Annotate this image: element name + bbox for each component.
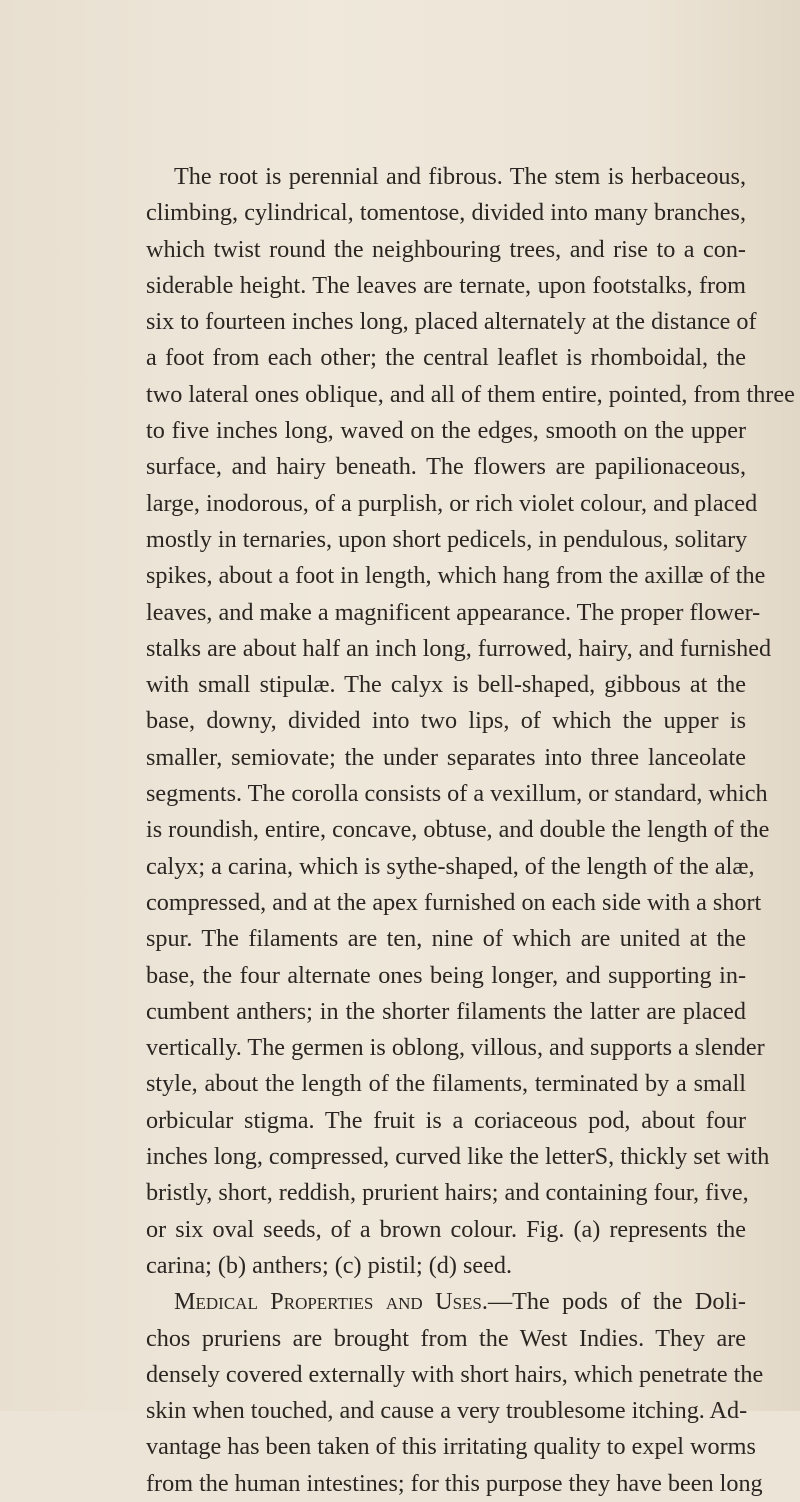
text-line-2: climbing, cylindrical, tomentose, divided into many branches, (146, 199, 746, 227)
medical-heading: Medical Properties and Uses. (174, 1288, 488, 1316)
medical-line-6: from the human intestines; for this purpose they have been long (146, 1469, 763, 1497)
text-line-20: calyx; a carina, which is sythe-shaped, of the length of the alæ, (146, 852, 755, 880)
text-line-29: bristly, short, reddish, prurient hairs; and containing four, five, (146, 1179, 749, 1207)
text-line-18: segments. The corolla consists of a vexillum, or standard, which (146, 780, 768, 808)
text-line-11: mostly in ternaries, upon short pedicels, in pendulous, solitary (146, 525, 748, 553)
medical-line-4: skin when touched, and cause a very troublesome itching. Ad- (146, 1397, 748, 1425)
medical-line-1 (146, 1284, 746, 1320)
text-line-26: style, about the length of the filaments, terminated by a small (146, 1070, 746, 1098)
text-line-30: or six oval seeds, of a brown colour. Fig. (a) represents the (146, 1215, 746, 1243)
text-line-12: spikes, about a foot in length, which hang from the axillæ of the (146, 562, 766, 590)
text-line-21: compressed, and at the apex furnished on each side with a short (146, 888, 762, 916)
text-line-13: leaves, and make a magnificent appearance. The proper flower- (146, 598, 761, 626)
text-line-31: carina; (b) anthers; (c) pistil; (d) seed. (146, 1251, 513, 1279)
text-line-1: The root is perennial and fibrous. The stem is herbaceous, (174, 163, 746, 190)
text-line-4: siderable height. The leaves are ternate, upon footstalks, from (146, 271, 746, 299)
text-line-14: stalks are about half an inch long, furrowed, hairy, and furnished (146, 634, 772, 662)
medical-line-5: vantage has been taken of this irritating quality to expel worms (146, 1433, 756, 1461)
text-line-3: which twist round the neighbouring trees, and rise to a con- (146, 235, 746, 263)
medical-line-1-text: —The pods of the Doli- (487, 1288, 746, 1316)
text-line-8: to five inches long, waved on the edges, smooth on the upper (146, 417, 746, 445)
medical-line-3: densely covered externally with short hairs, which penetrate the (146, 1360, 764, 1388)
text-line-10: large, inodorous, of a purplish, or rich violet colour, and placed (146, 489, 758, 517)
text-line-5: six to fourteen inches long, placed alternately at the distance of (146, 308, 757, 336)
text-line-23: base, the four alternate ones being longer, and supporting in- (146, 961, 746, 989)
text-line-22: spur. The filaments are ten, nine of which are united at the (146, 925, 746, 953)
text-line-19: is roundish, entire, concave, obtuse, and double the length of the (146, 816, 770, 844)
text-line-6: a foot from each other; the central leaflet is rhomboidal, the (146, 344, 746, 372)
text-line-15: with small stipulæ. The calyx is bell-shaped, gibbous at the (146, 671, 746, 699)
text-line-17: smaller, semiovate; the under separates into three lanceolate (146, 743, 746, 771)
body-text (146, 159, 795, 1502)
text-line-7: two lateral ones oblique, and all of them entire, pointed, from three (146, 380, 795, 408)
text-line-16: base, downy, divided into two lips, of which the upper is (146, 707, 746, 735)
text-line-9: surface, and hairy beneath. The flowers are papilionaceous, (146, 453, 746, 481)
text-line-24: cumbent anthers; in the shorter filaments the latter are placed (146, 997, 746, 1025)
medical-line-2: chos pruriens are brought from the West Indies. They are (146, 1324, 746, 1352)
text-line-28: inches long, compressed, curved like the letterS, thickly set with (146, 1143, 770, 1171)
text-line-27: orbicular stigma. The fruit is a coriaceous pod, about four (146, 1106, 746, 1134)
text-line-25: vertically. The germen is oblong, villous, and supports a slender (146, 1034, 765, 1062)
